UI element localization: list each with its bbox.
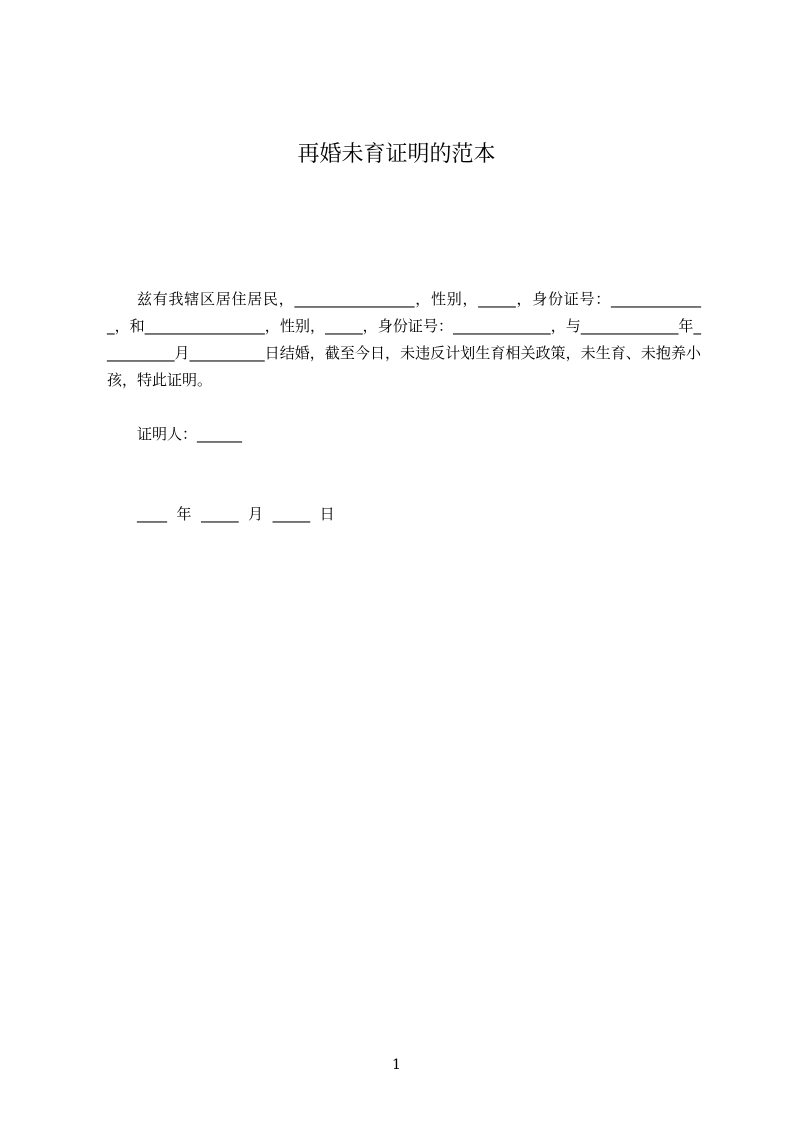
signer-line: 证明人：______ xyxy=(137,425,243,443)
date-line: ____ 年 _____ 月 _____ 日 xyxy=(137,505,335,523)
page-number: 1 xyxy=(392,1057,401,1073)
document-title: 再婚未育证明的范本 xyxy=(297,142,496,167)
certificate-body-paragraph: 兹有我辖区居住居民，________________，性别，_____，身份证号：_____________，和________________，性别，_____，身份证号：_____________，与_____________年__________月__________日结婚，截至今日，未违反计划生育相关政策，未生育、未抱养小孩，特此证明。 xyxy=(107,290,701,389)
